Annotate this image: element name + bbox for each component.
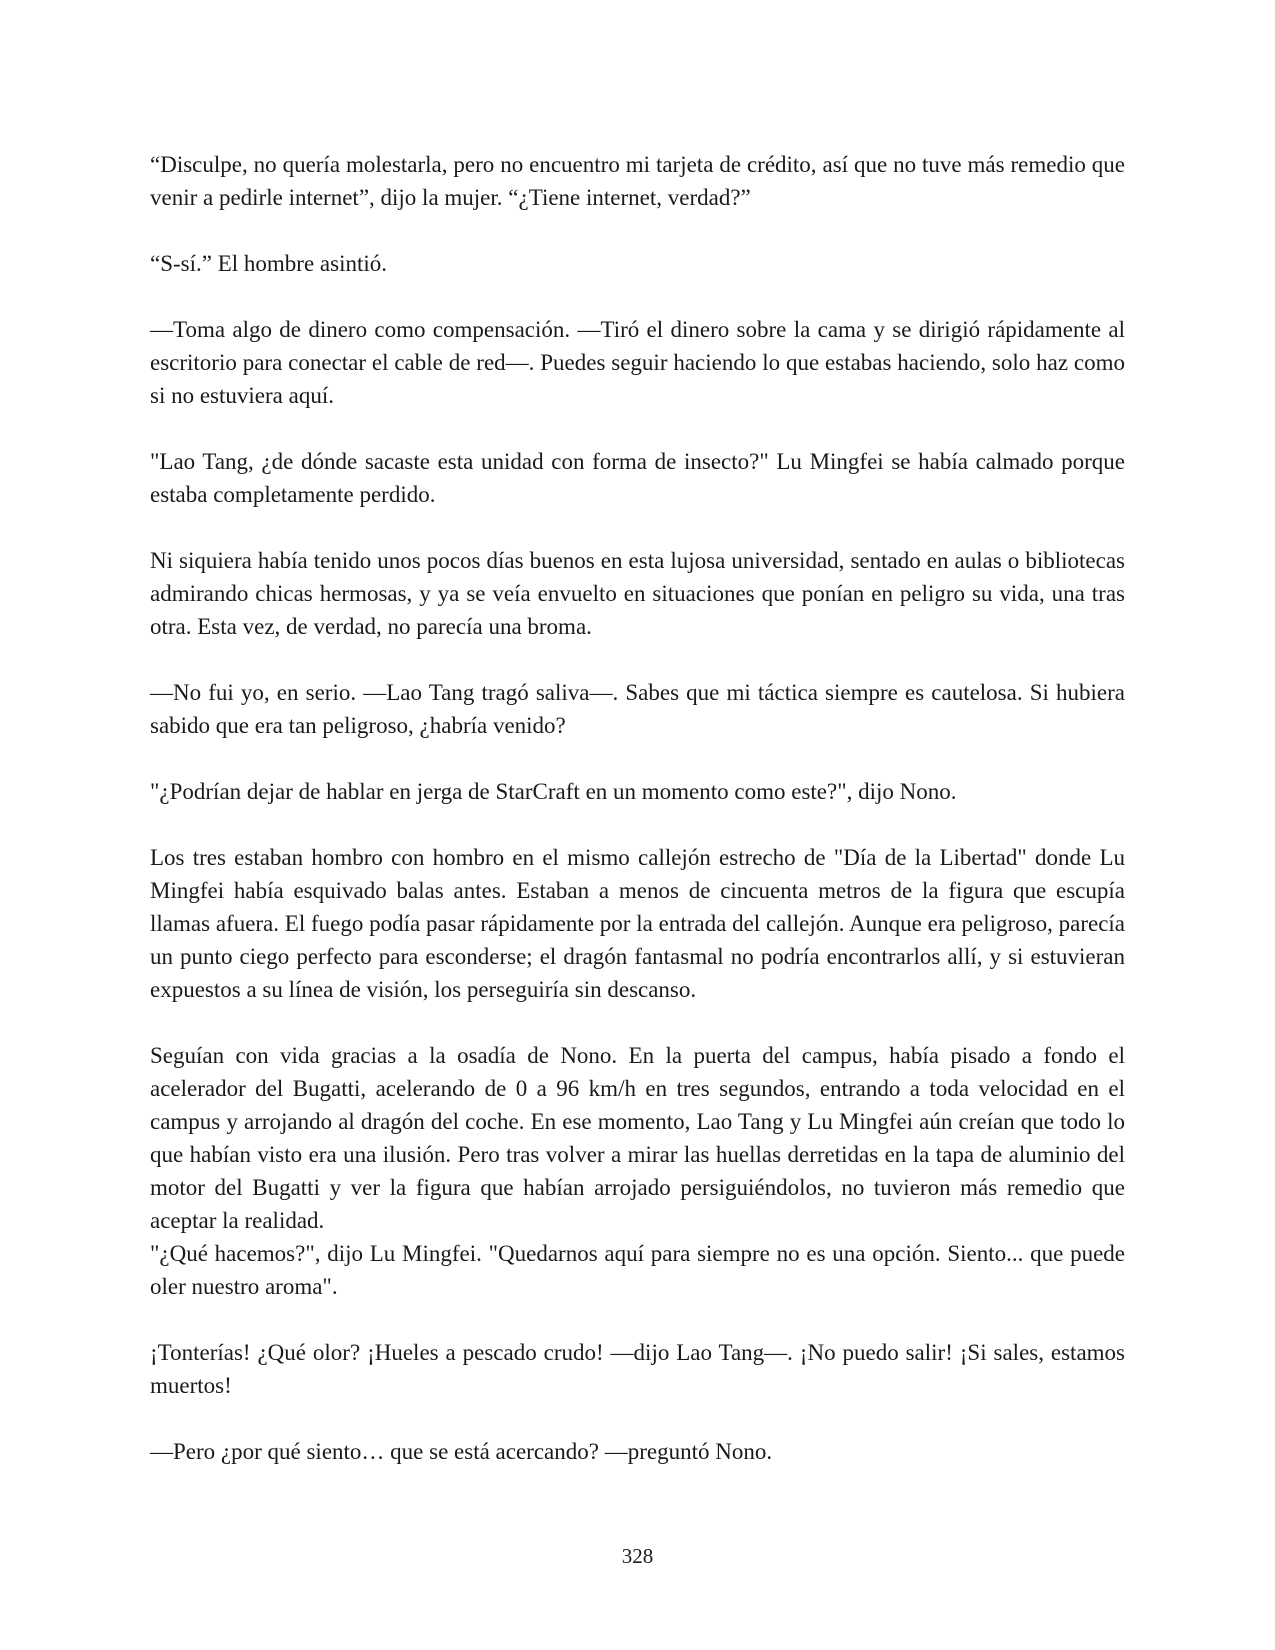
paragraph-8: Los tres estaban hombro con hombro en el mismo callejón estrecho de "Día de la Libertad" donde Lu Mingfei había esquivado balas antes. Estaban a menos de cincuenta metros de la figura que escupía llamas afuera. El fuego podía pasar rápidamente por la entrada del callejón. Aunque era peligroso, parecía un punto ciego perfecto para esconderse; el dragón fantasmal no podría encontrarlos allí, y si estuvieran expuestos a su línea de visión, los perseguiría sin descanso. (150, 845, 1125, 1002)
paragraph-6: —No fui yo, en serio. —Lao Tang tragó saliva—. Sabes que mi táctica siempre es cautelosa. Si hubiera sabido que era tan peligroso, ¿habría venido? (150, 680, 1125, 738)
page-body (150, 148, 1125, 1501)
paragraph-2: “S-sí.” El hombre asintió. (150, 251, 387, 276)
paragraph-5: Ni siquiera había tenido unos pocos días buenos en esta lujosa universidad, sentado en aulas o bibliotecas admirando chicas hermosas, y ya se veía envuelto en situaciones que ponían en peligro su vida, una tras otra. Esta vez, de verdad, no parecía una broma. (150, 548, 1125, 639)
page-number: 328 (621, 1544, 654, 1568)
paragraph-9: Seguían con vida gracias a la osadía de Nono. En la puerta del campus, había pisado a fondo el acelerador del Bugatti, acelerando de 0 a 96 km/h en tres segundos, entrando a toda velocidad en el campus y arrojando al dragón del coche. En ese momento, Lao Tang y Lu Mingfei aún creían que todo lo que habían visto era una ilusión. Pero tras volver a mirar las huellas derretidas en la tapa de aluminio del motor del Bugatti y ver la figura que habían arrojado persiguiéndolos, no tuvieron más remedio que aceptar la realidad. (150, 1043, 1125, 1233)
paragraph-12: —Pero ¿por qué siento… que se está acercando? —preguntó Nono. (150, 1439, 773, 1464)
paragraph-7: "¿Podrían dejar de hablar en jerga de StarCraft en un momento como este?", dijo Nono. (150, 779, 957, 804)
paragraph-10: "¿Qué hacemos?", dijo Lu Mingfei. "Quedarnos aquí para siempre no es una opción. Siento... que puede oler nuestro aroma". (150, 1241, 1125, 1299)
paragraph-11: ¡Tonterías! ¿Qué olor? ¡Hueles a pescado crudo! —dijo Lao Tang—. ¡No puedo salir! ¡Si sales, estamos muertos! (150, 1340, 1125, 1398)
paragraph-1: “Disculpe, no quería molestarla, pero no encuentro mi tarjeta de crédito, así que no tuve más remedio que venir a pedirle internet”, dijo la mujer. “¿Tiene internet, verdad?” (150, 152, 1125, 210)
paragraph-4: "Lao Tang, ¿de dónde sacaste esta unidad con forma de insecto?" Lu Mingfei se había calmado porque estaba completamente perdido. (150, 449, 1125, 507)
paragraph-3: —Toma algo de dinero como compensación. —Tiró el dinero sobre la cama y se dirigió rápidamente al escritorio para conectar el cable de red—. Puedes seguir haciendo lo que estabas haciendo, solo haz como si no estuviera aquí. (150, 317, 1125, 408)
